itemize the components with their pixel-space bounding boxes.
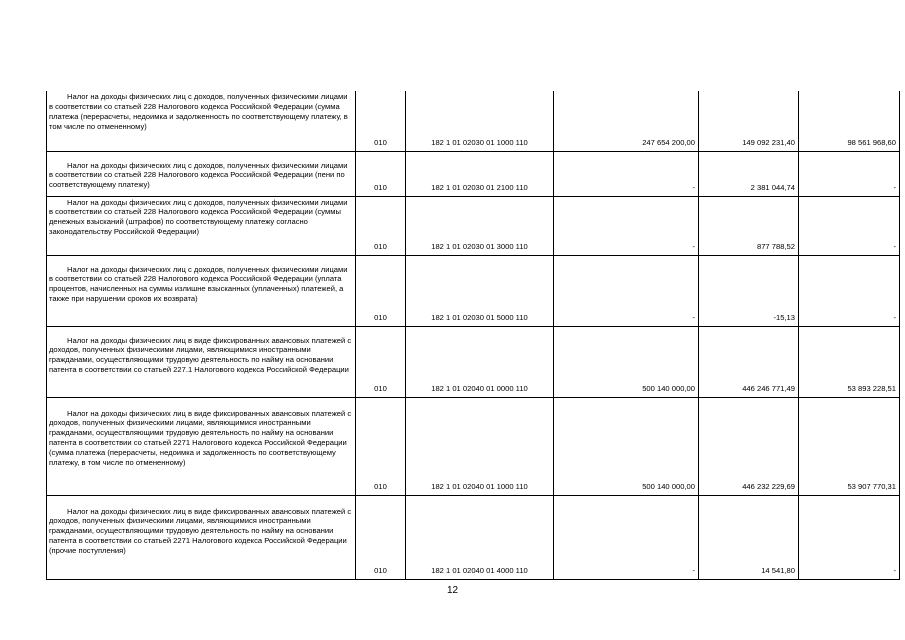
line-code-cell: 010	[356, 255, 406, 326]
approved-amount-cell: -	[554, 151, 699, 196]
table-row	[47, 397, 900, 495]
approved-amount-cell: -	[554, 255, 699, 326]
approved-amount-cell: 500 140 000,00	[554, 326, 699, 397]
table-row	[47, 495, 900, 579]
budget-classification-code-cell: 182 1 01 02030 01 5000 110	[406, 255, 554, 326]
approved-amount-cell: 247 654 200,00	[554, 91, 699, 151]
line-code-cell: 010	[356, 196, 406, 255]
table-row	[47, 326, 900, 397]
executed-amount-cell: 14 541,80	[699, 495, 799, 579]
table-row	[47, 91, 900, 151]
approved-amount-cell: 500 140 000,00	[554, 397, 699, 495]
approved-amount-cell: -	[554, 196, 699, 255]
budget-classification-code-cell: 182 1 01 02030 01 1000 110	[406, 91, 554, 151]
executed-amount-cell: 149 092 231,40	[699, 91, 799, 151]
unexecuted-amount-cell: 53 893 228,51	[799, 326, 900, 397]
income-report-table	[46, 91, 900, 580]
income-name-cell: Налог на доходы физических лиц в виде фиксированных авансовых платежей с доходов, полученных физическими лицами, являющимися иностранными гражданами, осуществляющими трудовую деятельность по найму на основании патента в соответствии со статьей 2271 Налогового кодекса Российской Федерации (сумма платежа (перерасчеты, недоимка и задолженность по соответствующему платежу, в том числе по отмененному)	[47, 397, 356, 495]
executed-amount-cell: -15,13	[699, 255, 799, 326]
income-name-cell: Налог на доходы физических лиц с доходов, полученных физическими лицами в соответствии со статьей 228 Налогового кодекса Российской Федерации (уплата процентов, начисленных на суммы излишне взысканных (уплаченных) платежей, а также при нарушении сроков их возврата)	[47, 255, 356, 326]
line-code-cell: 010	[356, 91, 406, 151]
income-name-cell: Налог на доходы физических лиц с доходов, полученных физическими лицами в соответствии со статьей 228 Налогового кодекса Российской Федерации (пени по соответствующему платежу)	[47, 151, 356, 196]
budget-classification-code-cell: 182 1 01 02040 01 4000 110	[406, 495, 554, 579]
budget-classification-code-cell: 182 1 01 02040 01 0000 110	[406, 326, 554, 397]
unexecuted-amount-cell: -	[799, 151, 900, 196]
unexecuted-amount-cell: 53 907 770,31	[799, 397, 900, 495]
unexecuted-amount-cell: 98 561 968,60	[799, 91, 900, 151]
executed-amount-cell: 2 381 044,74	[699, 151, 799, 196]
executed-amount-cell: 446 246 771,49	[699, 326, 799, 397]
budget-classification-code-cell: 182 1 01 02030 01 3000 110	[406, 196, 554, 255]
executed-amount-cell: 446 232 229,69	[699, 397, 799, 495]
table-row	[47, 151, 900, 196]
budget-classification-code-cell: 182 1 01 02040 01 1000 110	[406, 397, 554, 495]
line-code-cell: 010	[356, 326, 406, 397]
page-number: 12	[446, 585, 459, 596]
unexecuted-amount-cell: -	[799, 255, 900, 326]
income-name-cell: Налог на доходы физических лиц в виде фиксированных авансовых платежей с доходов, полученных физическими лицами, являющимися иностранными гражданами, осуществляющими трудовую деятельность по найму на основании патента в соответствии со статьей 227.1 Налогового кодекса Российской Федерации	[47, 326, 356, 397]
line-code-cell: 010	[356, 397, 406, 495]
income-name-cell: Налог на доходы физических лиц с доходов, полученных физическими лицами в соответствии со статьей 228 Налогового кодекса Российской Федерации (суммы денежных взысканий (штрафов) по соответствующему платежу согласно законодательству Российской Федерации)	[47, 196, 356, 255]
executed-amount-cell: 877 788,52	[699, 196, 799, 255]
unexecuted-amount-cell: -	[799, 196, 900, 255]
line-code-cell: 010	[356, 151, 406, 196]
income-name-cell: Налог на доходы физических лиц в виде фиксированных авансовых платежей с доходов, полученных физическими лицами, являющимися иностранными гражданами, осуществляющими трудовую деятельность по найму на основании патента в соответствии со статьей 2271 Налогового кодекса Российской Федерации (прочие поступления)	[47, 495, 356, 579]
budget-classification-code-cell: 182 1 01 02030 01 2100 110	[406, 151, 554, 196]
table-row	[47, 196, 900, 255]
income-name-cell: Налог на доходы физических лиц с доходов, полученных физическими лицами в соответствии со статьей 228 Налогового кодекса Российской Федерации (сумма платежа (перерасчеты, недоимка и задолженность по соответствующему платежу, в том числе по отмененному)	[47, 91, 356, 151]
table-row	[47, 255, 900, 326]
unexecuted-amount-cell: -	[799, 495, 900, 579]
approved-amount-cell: -	[554, 495, 699, 579]
line-code-cell: 010	[356, 495, 406, 579]
